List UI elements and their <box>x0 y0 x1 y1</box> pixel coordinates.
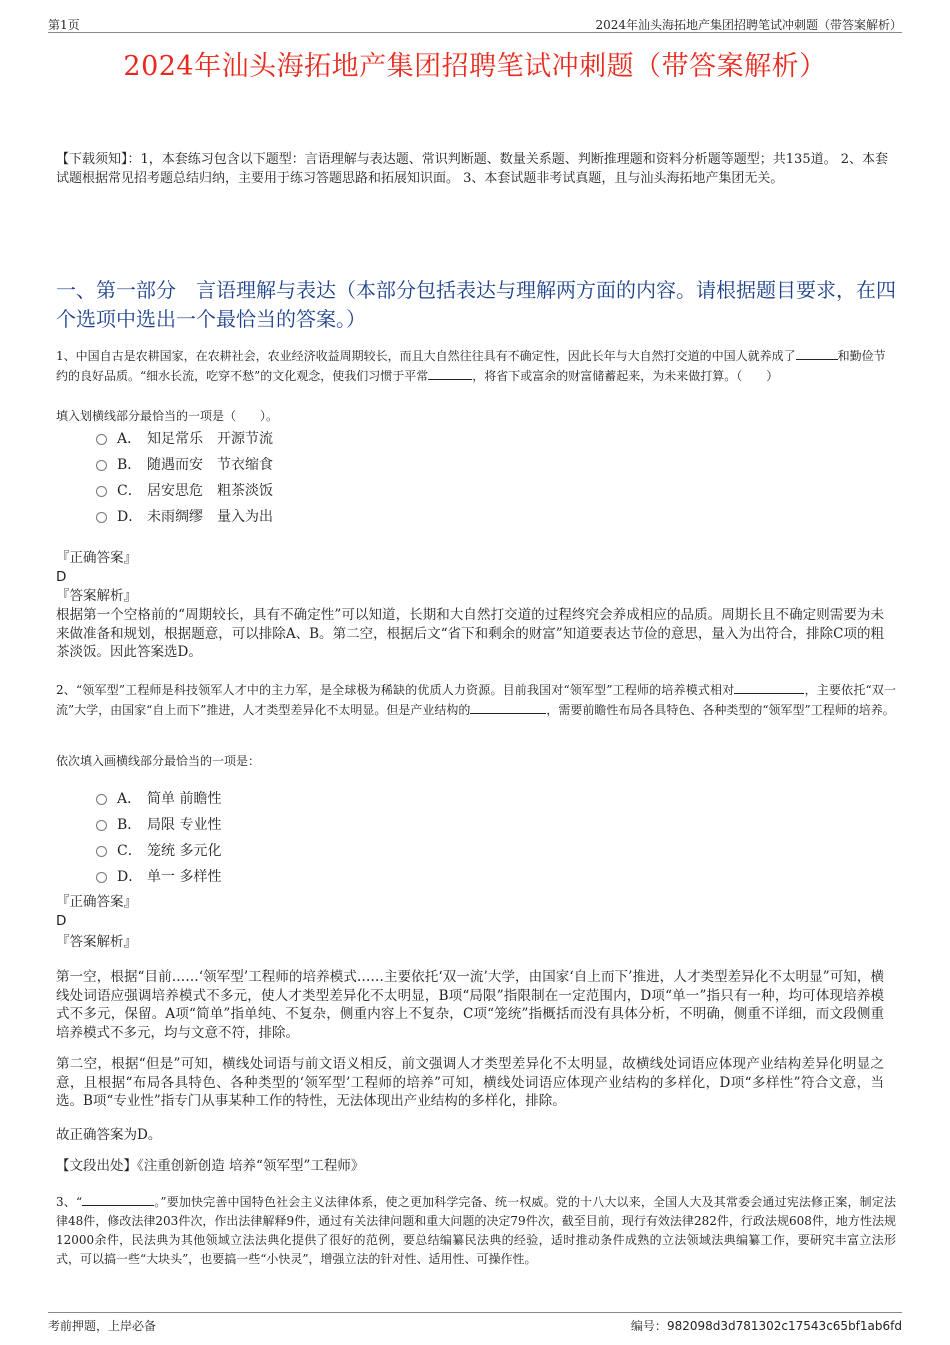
radio-icon[interactable] <box>96 434 107 445</box>
q1-option-d[interactable]: D． 未雨绸缪 量入为出 <box>96 503 273 529</box>
q2-option-a[interactable]: A． 简单 前瞻性 <box>96 785 221 811</box>
q2-blank-1 <box>734 680 804 694</box>
q2-analysis-p1: 第一空，根据“目前……‘领军型’工程师的培养模式……主要依托‘双一流’大学，由国家‘自上而下’推进，人才类型差异化不太明显”可知，横线处词语应强调培养模式不多元，使人才类型差异化不太明显，B项“局限”指限制在一定范围内，D项“单一”指只有一种，均可体现培养模式不多元，保留。A项“简单”指单纯、不复杂，侧重内容上不复杂，C项“笼统”指概括而没有具体分析，不明确，侧重不详细，而文段侧重培养模式不多元，均与文意不符，排除。 <box>56 969 884 1041</box>
q2-answer-label: 『正确答案』 <box>56 894 137 910</box>
question-2-options <box>96 785 221 889</box>
radio-icon[interactable] <box>96 872 107 883</box>
question-1-options <box>96 425 273 529</box>
download-notice: 【下载须知】：1，本套练习包含以下题型：言语理解与表达题、常识判断题、数量关系题、判断推理题和资料分析题等题型；共135道。 2、本套试题根据常见招考题总结归纳，主要用于练习答题思路和拓展知识面。 3、本套试题非考试真题，且与汕头海拓地产集团无关。 <box>56 152 888 186</box>
q1-option-a[interactable]: A． 知足常乐 开源节流 <box>96 425 273 451</box>
question-2-text: 2、“领军型”工程师是科技领军人才中的主力军，是全球极为稀缺的优质人力资源。目前我国对“领军型”工程师的培养模式相对 ，主要依托“双一流”大学，由国家“自上而下”推进，人才类型差异化不太明显。但是产业结构的 ，需要前瞻性布局各具特色、各种类型的“领军型”工程师的培养。 <box>56 680 896 720</box>
page-title: 2024年汕头海拓地产集团招聘笔试冲刺题（带答案解析） <box>123 51 827 82</box>
page-footer <box>48 1312 902 1335</box>
q1-analysis: 根据第一个空格前的“周期较长，具有不确定性”可以知道，长期和大自然打交道的过程终究会养成相应的品质。周期长且不确定则需要为未来做准备和规划，根据题意，可以排除A、B。第二空，根据后文“省下和剩余的财富”知道要表达节俭的意思，量入为出符合，排除C项的粗茶淡饭。因此答案选D。 <box>56 607 884 660</box>
q2-source-title: 《注重创新创造 培养“领军型”工程师》 <box>137 1158 365 1174</box>
q1-blank-1 <box>796 346 838 360</box>
q1-analysis-label: 『答案解析』 <box>56 588 137 604</box>
q2-source <box>56 1157 364 1176</box>
radio-icon[interactable] <box>96 512 107 523</box>
q3-blank-1 <box>82 1192 154 1206</box>
q2-conclusion: 故正确答案为D。 <box>56 1127 162 1143</box>
q2-answer: D <box>56 913 67 929</box>
q1-option-b[interactable]: B． 随遇而安 节衣缩食 <box>96 451 273 477</box>
section-title: 一、第一部分 言语理解与表达（本部分包括表达与理解两方面的内容。请根据题目要求，在四个选项中选出一个最恰当的答案。） <box>56 278 896 331</box>
page-header <box>48 14 902 33</box>
q2-analysis-label: 『答案解析』 <box>56 934 137 950</box>
q2-source-label: 【文段出处】 <box>56 1158 137 1174</box>
header-doc-title: 2024年汕头海拓地产集团招聘笔试冲刺题（带答案解析） <box>595 18 902 32</box>
question-2-instruction: 依次填入画横线部分最恰当的一项是： <box>56 754 261 768</box>
question-1-instruction: 填入划横线部分最恰当的一项是（ ）。 <box>56 409 279 423</box>
footer-code-label: 编号： <box>630 1319 667 1333</box>
q1-blank-2 <box>428 366 472 380</box>
footer-code-value: 982098d3d781302c17543c65bf1ab6fd <box>666 1319 902 1333</box>
radio-icon[interactable] <box>96 460 107 471</box>
q2-option-b[interactable]: B． 局限 专业性 <box>96 811 221 837</box>
q1-answer-label: 『正确答案』 <box>56 550 137 566</box>
q2-analysis-p2: 第二空，根据“但是”可知，横线处词语与前文语义相反，前文强调人才类型差异化不太明显，故横线处词语应体现产业结构差异化明显之意，且根据“布局各具特色、各种类型的‘领军型’工程师的培养”可知，横线处词语应体现产业结构的多样化，D项“多样性”符合文意，当选。B项“专业性”指专门从事某种工作的特性，无法体现出产业结构的多样化，排除。 <box>56 1056 884 1109</box>
radio-icon[interactable] <box>96 794 107 805</box>
question-3-text: 3、“ 。”要加快完善中国特色社会主义法律体系，使之更加科学完备、统一权威。党的十八大以来，全国人大及其常委会通过宪法修正案，制定法律48件，修改法律203件次，作出法律解释9件，通过有关法律问题和重大问题的决定79件次，截至目前，现行有效法律282件，行政法规608件，地方性法规12000余件，民法典为其他领域立法法典化提供了很好的范例，要总结编纂民法典的经验，适时推动条件成熟的立法领域法典编纂工作，要研究丰富立法形式，可以搞一些“大块头”，也要搞一些“小快灵”，增强立法的针对性、适用性、可操作性。 <box>56 1192 896 1269</box>
footer-code <box>631 1317 902 1334</box>
question-1-text: 1、中国自古是农耕国家，在农耕社会，农业经济收益周期较长，而且大自然往往具有不确定性，因此长年与大自然打交道的中国人就养成了 和勤俭节约的良好品质。“细水长流，吃穿不愁”的文化观念，使我们习惯于平常 ，将省下或富余的财富储蓄起来，为未来做打算。（ ） <box>56 346 896 386</box>
footer-slogan: 考前押题，上岸必备 <box>48 1319 157 1333</box>
q2-blank-2 <box>470 700 546 714</box>
q2-option-c[interactable]: C． 笼统 多元化 <box>96 837 221 863</box>
radio-icon[interactable] <box>96 486 107 497</box>
page-number: 第1页 <box>48 18 80 32</box>
q2-option-d[interactable]: D． 单一 多样性 <box>96 863 221 889</box>
radio-icon[interactable] <box>96 820 107 831</box>
q1-option-c[interactable]: C． 居安思危 粗茶淡饭 <box>96 477 273 503</box>
q1-answer: D <box>56 569 67 585</box>
radio-icon[interactable] <box>96 846 107 857</box>
